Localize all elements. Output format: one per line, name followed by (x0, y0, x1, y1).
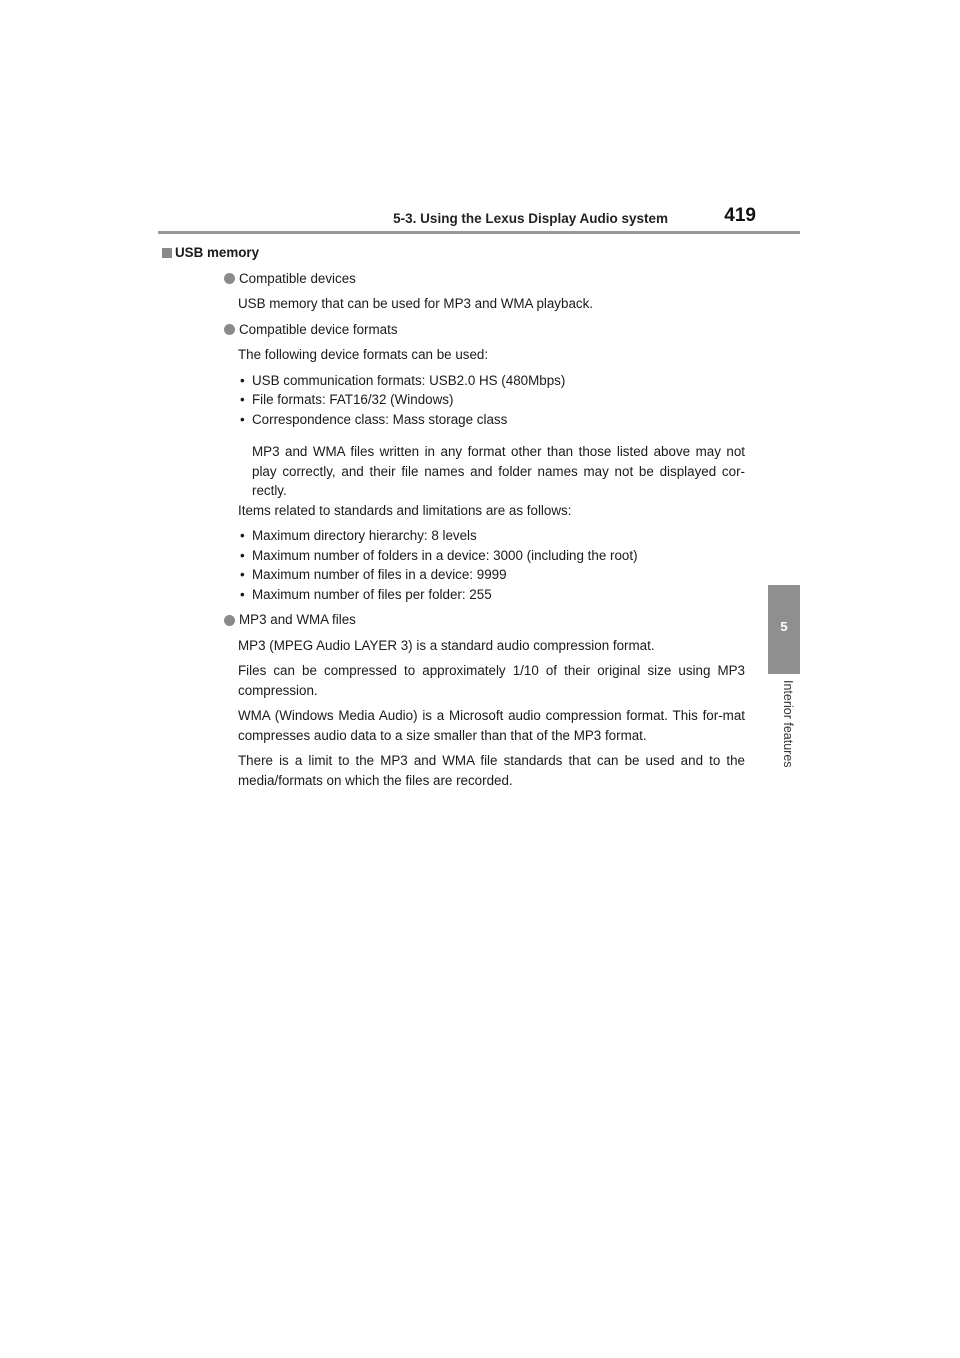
circle-bullet-icon (224, 615, 235, 626)
section-heading-text: USB memory (175, 245, 260, 260)
subsection-title: MP3 and WMA files (239, 612, 356, 628)
paragraph: There is a limit to the MP3 and WMA file standards that can be used and to the media/formats on which the files are recorded. (238, 753, 745, 788)
format-list (238, 371, 745, 430)
subsection-title: Compatible device formats (239, 321, 398, 337)
page-number: 419 (724, 205, 756, 226)
paragraph: The following device formats can be used: (238, 347, 489, 362)
list-item: • Maximum number of folders in a device: 3000 (including the root) (238, 546, 745, 566)
subsection-device-formats (160, 320, 745, 340)
subsection-compatible-devices (160, 269, 745, 289)
page-header (158, 204, 800, 234)
section-heading (160, 243, 745, 263)
subsection-title: Compatible devices (239, 270, 356, 286)
square-bullet-icon (162, 248, 172, 258)
bullet-mark: • (240, 528, 245, 544)
bullet-mark: • (240, 372, 245, 388)
limits-list (238, 526, 745, 604)
subsection-mp3-wma (160, 610, 745, 630)
bullet-mark: • (240, 586, 245, 602)
paragraph: Items related to standards and limitations are as follows: (238, 502, 572, 518)
list-item: • Maximum number of files per folder: 255 (238, 585, 745, 605)
paragraph: Files can be compressed to approximately 1/10 of their original size using MP3 compression. (238, 663, 745, 698)
header-rule (158, 231, 800, 234)
chapter-number: 5 (780, 619, 788, 634)
paragraph: MP3 (MPEG Audio LAYER 3) is a standard audio compression format. (238, 637, 655, 653)
list-item: • Correspondence class: Mass storage class (238, 410, 745, 430)
circle-bullet-icon (224, 273, 235, 284)
paragraph: WMA (Windows Media Audio) is a Microsoft audio compression format. This for-mat compresses audio data to a size smaller than that of the MP3 format. (238, 708, 745, 743)
chapter-tab (768, 585, 800, 674)
circle-bullet-icon (224, 324, 235, 335)
chapter-label: Interior features (781, 680, 795, 768)
bullet-mark: • (240, 567, 245, 583)
list-item: • File formats: FAT16/32 (Windows) (238, 390, 745, 410)
format-note: MP3 and WMA files written in any format other than those listed above may not play correctly, and their file names and folder names may not be displayed cor-rectly. (252, 444, 745, 499)
bullet-mark: • (240, 392, 245, 407)
bullet-mark: • (240, 547, 245, 563)
list-item: • Maximum number of files in a device: 9999 (238, 565, 745, 585)
list-item: • USB communication formats: USB2.0 HS (480Mbps) (238, 371, 745, 391)
section-title: 5-3. Using the Lexus Display Audio system (393, 211, 668, 226)
bullet-mark: • (240, 411, 245, 427)
paragraph: USB memory that can be used for MP3 and WMA playback. (238, 296, 594, 311)
list-item: • Maximum directory hierarchy: 8 levels (238, 526, 745, 546)
page-content (160, 243, 745, 796)
